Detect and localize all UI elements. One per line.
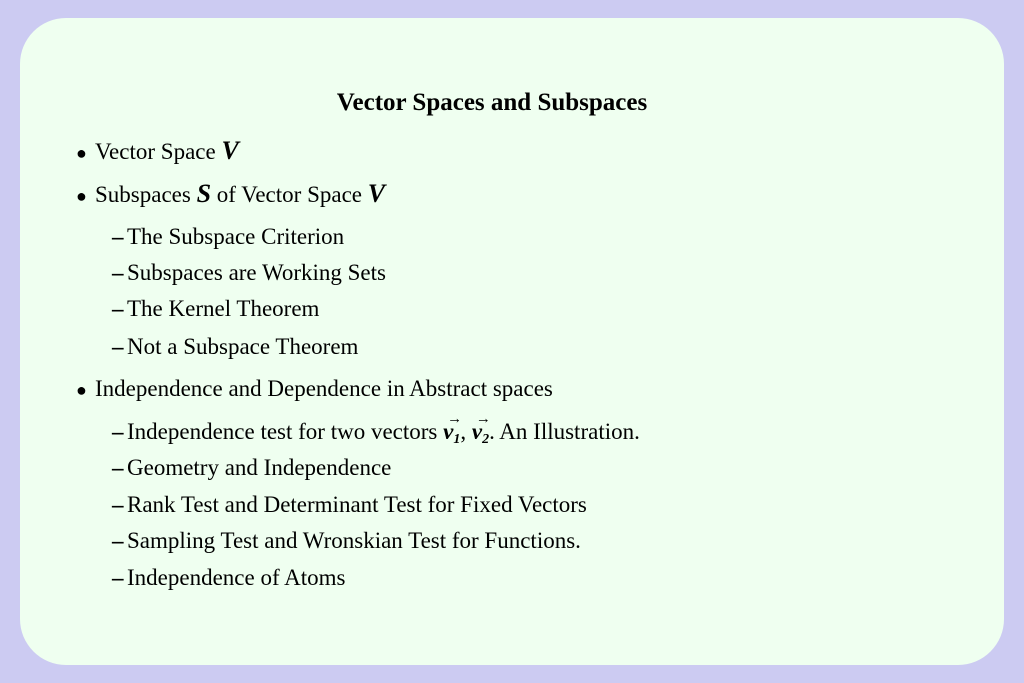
dash-icon: –	[112, 565, 124, 590]
bullet-item-independence	[76, 375, 553, 404]
dash-icon: –	[112, 296, 124, 321]
slide-title: Vector Spaces and Subspaces	[336, 89, 648, 116]
sub-item-text: Rank Test and Determinant Test for Fixed Vectors	[127, 492, 587, 517]
sub-item-sampling-test	[112, 527, 581, 555]
sub-item-two-vectors-test	[112, 411, 640, 454]
bullet-item-vector-space	[76, 137, 239, 167]
item-text: Independence and Dependence in Abstract spaces	[95, 376, 553, 401]
bullet-icon: ●	[76, 380, 87, 400]
sub-item-atoms	[112, 564, 345, 592]
sub-item-text: The Subspace Criterion	[127, 224, 345, 249]
sub-item-not-subspace	[112, 333, 358, 361]
sub-item-text: Not a Subspace Theorem	[127, 334, 359, 359]
sub-item-text-after: . An Illustration.	[489, 419, 640, 444]
math-symbol: V	[367, 179, 386, 208]
item-text-after: of Vector Space	[216, 182, 362, 207]
dash-icon: –	[112, 419, 124, 444]
sub-item-text: Geometry and Independence	[127, 455, 392, 480]
item-text: Vector Space	[95, 139, 216, 164]
dash-icon: –	[112, 455, 124, 480]
bullet-item-subspaces	[76, 180, 385, 210]
dash-icon: –	[112, 492, 124, 517]
bullet-icon: ●	[76, 143, 87, 163]
sub-item-kernel-theorem	[112, 295, 319, 323]
sub-item-subspace-criterion	[112, 223, 344, 251]
vector-arrow-icon: →	[447, 411, 463, 427]
sub-item-text: Independence of Atoms	[127, 565, 346, 590]
sub-item-rank-test	[112, 491, 587, 519]
dash-icon: –	[112, 528, 124, 553]
sub-item-text: Sampling Test and Wronskian Test for Functions.	[127, 528, 581, 553]
sub-item-text: Independence test for two vectors	[127, 419, 438, 444]
sub-item-geometry	[112, 454, 391, 482]
bullet-icon: ●	[76, 186, 87, 206]
vector-arrow-icon: →	[475, 411, 491, 427]
sub-item-text: The Kernel Theorem	[127, 296, 320, 321]
sub-item-text: Subspaces are Working Sets	[127, 260, 386, 285]
sub-item-working-sets	[112, 259, 386, 287]
item-text: Subspaces	[95, 182, 191, 207]
math-symbol: S	[196, 179, 212, 208]
dash-icon: –	[112, 224, 124, 249]
vector-v2: → $v_2$	[472, 418, 489, 454]
math-symbol: V	[221, 136, 239, 165]
comma: ,	[460, 419, 467, 444]
dash-icon: –	[112, 334, 124, 359]
vector-v1: → $v_1$	[443, 418, 460, 454]
dash-icon: –	[112, 260, 124, 285]
